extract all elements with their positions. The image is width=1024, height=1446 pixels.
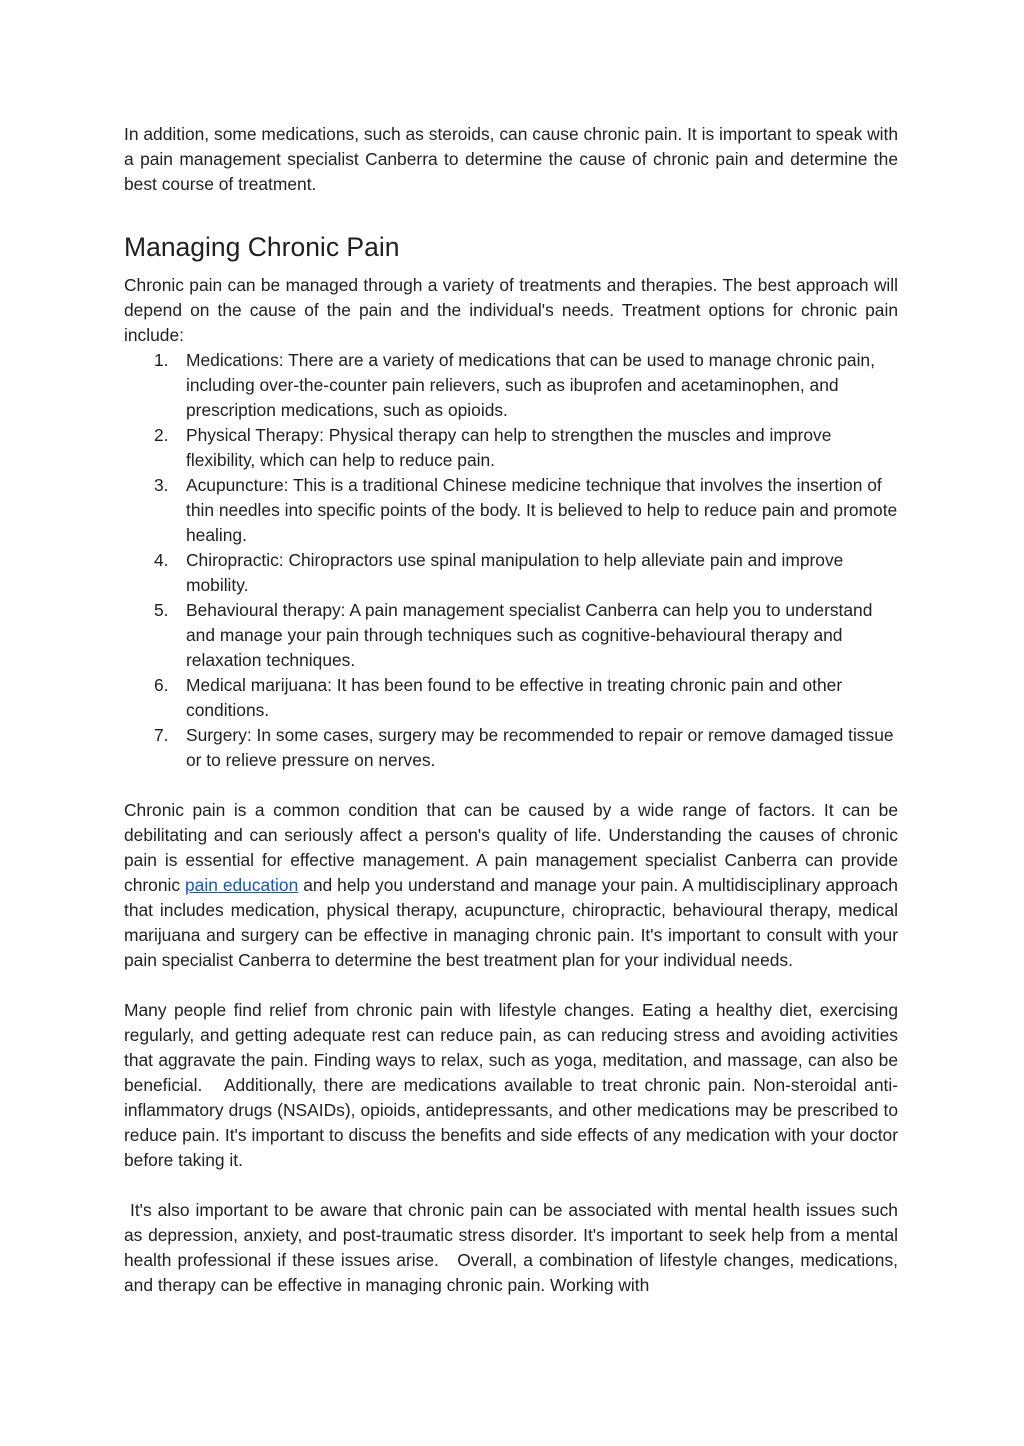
list-item-text: Acupuncture: This is a traditional Chinese medicine technique that involves the insertion of thin needles into specific points of the body. It is believed to help to reduce pain and promote healing. <box>186 475 898 545</box>
list-item-text: Medical marijuana: It has been found to be effective in treating chronic pain and other conditions. <box>186 675 843 720</box>
list-number: 2. <box>154 425 169 445</box>
summary-text-after-link: and help you understand and manage your pain. A multidisciplinary approach that includes medication, physical therapy, acupuncture, chiropractic, behavioural therapy, medical marijuana and surgery can be effective in managing chronic pain. It's important to consult with your pain specialist Canberra to determine the best treatment plan for your individual needs. <box>124 875 898 970</box>
list-number: 3. <box>154 475 169 495</box>
list-item <box>124 723 898 773</box>
list-item <box>124 673 898 723</box>
list-number: 1. <box>154 350 169 370</box>
list-item-text: Chiropractic: Chiropractors use spinal manipulation to help alleviate pain and improve mobility. <box>186 550 844 595</box>
list-item <box>124 598 898 673</box>
lifestyle-paragraph: Many people find relief from chronic pain with lifestyle changes. Eating a healthy diet, exercising regularly, and getting adequate rest can reduce pain, as can reducing stress and avoiding activities that aggravate the pain. Finding ways to relax, such as yoga, meditation, and massage, can also be beneficial. Additionally, there are medications available to treat chronic pain. Non-steroidal anti-inflammatory drugs (NSAIDs), opioids, antidepressants, and other medications may be prescribed to reduce pain. It's important to discuss the benefits and side effects of any medication with your doctor before taking it. <box>124 1000 903 1170</box>
pain-education-link[interactable]: pain education <box>185 875 299 895</box>
list-item <box>124 548 898 598</box>
managing-heading: Managing Chronic Pain <box>124 232 400 262</box>
list-item <box>124 423 898 473</box>
list-item-text: Physical Therapy: Physical therapy can help to strengthen the muscles and improve flexibility, which can help to reduce pain. <box>186 425 832 470</box>
document-page <box>124 122 903 1298</box>
list-item <box>124 473 898 548</box>
list-number: 7. <box>154 725 169 745</box>
list-item-text: Surgery: In some cases, surgery may be recommended to repair or remove damaged tissue or to relieve pressure on nerves. <box>186 725 894 770</box>
paragraph-spacer <box>124 973 898 998</box>
list-number: 4. <box>154 550 169 570</box>
treatment-list <box>124 348 898 773</box>
summary-text-before-link: Chronic pain is a common condition that can be caused by a wide range of factors. It can be debilitating and can seriously affect a person's quality of life. Understanding the causes of chronic pain is essential for effective management. A pain management specialist Canberra can provide chronic <box>124 800 898 895</box>
list-number: 6. <box>154 675 169 695</box>
list-number: 5. <box>154 600 169 620</box>
paragraph-spacer <box>124 773 898 798</box>
list-item-text: Behavioural therapy: A pain management specialist Canberra can help you to understand and manage your pain through techniques such as cognitive-behavioural therapy and relaxation techniques. <box>186 600 873 670</box>
mental-health-paragraph: It's also important to be aware that chronic pain can be associated with mental health issues such as depression, anxiety, and post-traumatic stress disorder. It's important to seek help from a mental health professional if these issues arise. Overall, a combination of lifestyle changes, medications, and therapy can be effective in managing chronic pain. Working with <box>124 1200 903 1295</box>
intro-paragraph: In addition, some medications, such as steroids, can cause chronic pain. It is important to speak with a pain management specialist Canberra to determine the cause of chronic pain and determine the best course of treatment. <box>124 124 898 194</box>
summary-paragraph <box>124 798 898 973</box>
list-item <box>124 348 898 423</box>
managing-lead-paragraph: Chronic pain can be managed through a variety of treatments and therapies. The best approach will depend on the cause of the pain and the individual's needs. Treatment options for chronic pain include: <box>124 275 898 345</box>
paragraph-spacer <box>124 1173 898 1198</box>
list-item-text: Medications: There are a variety of medications that can be used to manage chronic pain, including over-the-counter pain relievers, such as ibuprofen and acetaminophen, and prescription medications, such as opioids. <box>186 350 875 420</box>
